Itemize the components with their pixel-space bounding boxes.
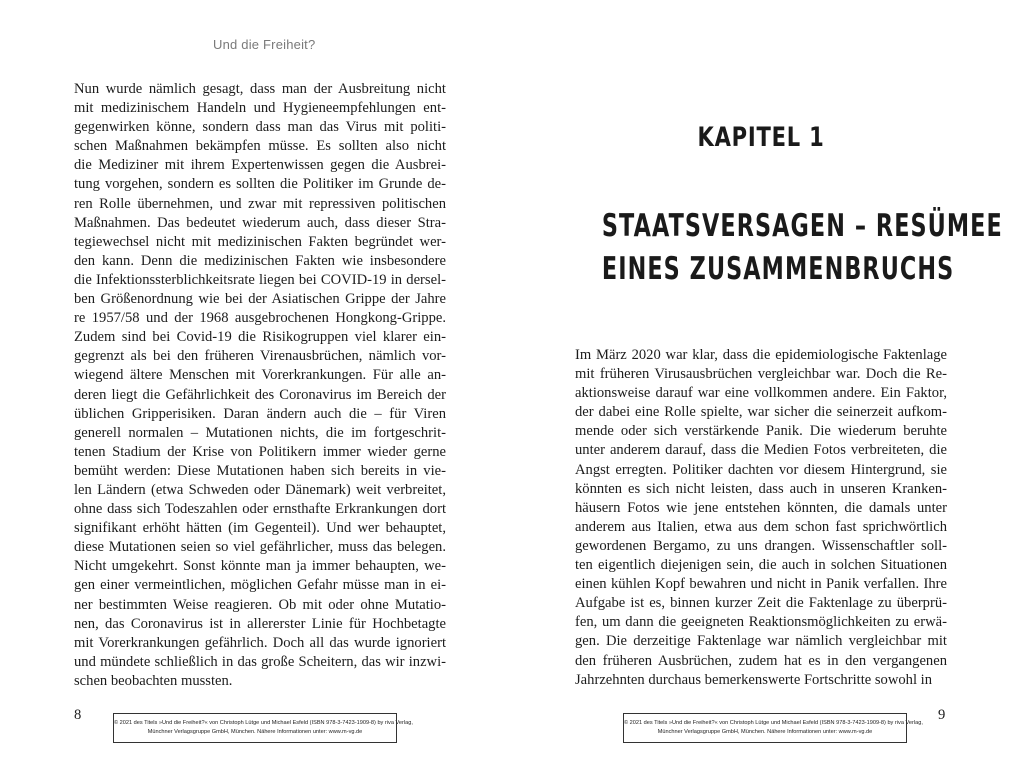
text-line: Nicht umgekehrt. Sonst könnte man ja immer behaupten, we- <box>74 558 446 575</box>
text-line: Angst erregten. Politiker dachten vor diesem Hintergrund, sie <box>575 461 947 478</box>
text-line: mit früheren Virusausbrüchen vergleichbar war. Doch die Re- <box>575 366 947 383</box>
text-line: schen Maßnahmen bekämpfen müsse. Es sollten also nicht <box>74 138 446 155</box>
text-line: gewordenen Bergamo, zu uns drangen. Wissenschaftler soll- <box>575 537 947 554</box>
text-line: mit Vorerkrankungen gefährlich. Doch all das wurde ignoriert <box>74 634 446 651</box>
text-line: und mündete schließlich in das große Scheitern, das wir inzwi- <box>74 653 446 670</box>
text-line: ren Rolle übernehmen, und zwar mit repressiven politischen <box>74 195 446 212</box>
running-head: Und die Freiheit? <box>213 37 316 52</box>
text-line: Zudem sind bei Covid-19 die Risikogruppen viel klarer ein- <box>74 329 446 346</box>
copyright-line: Münchner Verlagsgruppe GmbH, München. Nähere Informationen unter: www.m-vg.de <box>657 729 873 735</box>
page-number-left: 8 <box>74 707 82 723</box>
chapter-title-line: STAATSVERSAGEN – RESÜMEE <box>601 208 1003 244</box>
text-line: mit medizinischem Handeln und Hygieneempfehlungen ent- <box>74 100 446 117</box>
copyright-line: Münchner Verlagsgruppe GmbH, München. Nähere Informationen unter: www.m-vg.de <box>147 729 363 735</box>
copyright-line: © 2021 des Titels »Und die Freiheit?« von Christoph Lütge und Michael Esfeld (ISBN 978-3-7423-1909-8) by riva Verlag, <box>114 720 413 726</box>
text-line: aktionsweise darauf war eine vollkommen andere. Ein Faktor, <box>575 385 947 402</box>
text-line: Aufgabe ist es, binnen kurzer Zeit die Faktenlage zu überprü- <box>575 595 947 612</box>
text-line: Nun wurde nämlich gesagt, dass man der Ausbreitung nicht <box>74 81 446 97</box>
text-line: ten eigentlich diejenigen sein, die auch in solchen Situationen <box>575 557 947 574</box>
text-line: könnten es sich nicht leisten, dass auch in unseren Kranken- <box>575 480 947 497</box>
text-line: tung vorgehen, sondern es sollten die Politiker im Grunde de- <box>74 176 446 193</box>
text-line: diese Mutationen seien so viel gefährlicher, muss das belegen. <box>74 539 446 556</box>
text-line: der dabei eine Rolle spielte, war sicher die seinerzeit aufkom- <box>575 404 947 421</box>
text-line: gegrenzt als bei den früheren Virenausbrüchen, nämlich vor- <box>74 348 446 365</box>
text-line: generell normalen – Mutationen nichts, die im fortgeschrit- <box>74 424 446 441</box>
text-line: signifikant erhöht hätten (im Gegenteil). Und wer behauptet, <box>74 520 446 537</box>
text-line: gen. Die derzeitige Faktenlage war nämlich vergleichbar mit <box>575 633 947 650</box>
text-line: den kann. Denn die medizinischen Fakten wie insbesondere <box>74 252 446 269</box>
text-line: tenen Stadium der Krise von Politikern immer wieder gerne <box>74 443 446 460</box>
chapter-label: KAPITEL 1 <box>697 122 825 153</box>
left-body-text <box>74 80 446 691</box>
text-line: fen, um dann die geeigneten Reaktionsmöglichkeiten zu erwä- <box>575 614 947 631</box>
text-line: ben Größenordnung wie bei der Asiatischen Grippe der Jahre <box>74 291 446 308</box>
text-line: Jahrzehnten durchaus bemerkenswerte Fortschritte sowohl in <box>575 671 933 688</box>
text-line: einen kühlen Kopf bewahren und nicht in Panik verfallen. Ihre <box>575 576 947 593</box>
text-line: bemüht werden: Diese Mutationen haben sich bereits in vie- <box>74 462 446 479</box>
text-line: häusern Fotos wie jene entstehen könnten, die damals unter <box>575 499 947 516</box>
text-line: üblichen Gripperisiken. Daran ändern auch die – für Viren <box>74 405 446 422</box>
text-line: die Infektionssterblichkeitsrate liegen bei COVID-19 in dersel- <box>74 271 446 288</box>
text-line: re 1957/58 und der 1968 ausgebrochenen Hongkong-Grippe. <box>74 310 446 327</box>
text-line: die Mediziner mit ihrem Expertenwissen gegen die Ausbrei- <box>74 157 446 174</box>
text-line: schen beobachten mussten. <box>74 672 233 689</box>
copyright-notice-left <box>113 713 413 743</box>
chapter-title <box>601 205 1003 291</box>
text-line: wiegend ältere Menschen mit Vorerkrankungen. Für alle an- <box>74 367 446 384</box>
text-line: ohne dass sich Todeszahlen oder ernsthafte Erkrankungen dort <box>74 501 446 518</box>
text-line: anderem aus Italien, etwa aus dem schon fast sprichwörtlich <box>575 518 947 535</box>
text-line: nen, das Coronavirus ist in allererster Linie für Hochbetagte <box>74 615 446 632</box>
text-line: Im März 2020 war klar, dass die epidemiologische Faktenlage <box>575 347 947 363</box>
text-line: den früheren Ausbrüchen, zudem hat es in den vergangenen <box>575 652 947 669</box>
text-line: len Ländern (etwa Schweden oder Dänemark) weit verbreitet, <box>74 481 446 498</box>
text-line: ner bestimmten Weise reagieren. Ob mit oder ohne Mutatio- <box>74 596 446 613</box>
text-line: unter anderem darauf, dass die Medien Fotos verbreiteten, die <box>575 442 947 459</box>
right-body-text <box>575 346 947 690</box>
text-line: gen einer vermeintlichen, möglichen Gefahr müsse man in ei- <box>74 577 446 594</box>
chapter-title-line: EINES ZUSAMMENBRUCHS <box>601 251 955 287</box>
text-line: mende oder sich verstärkende Panik. Die wiederum beruhte <box>575 423 947 440</box>
text-line: gegenwirken könne, sondern dass man das Virus mit politi- <box>74 119 446 136</box>
page-number-right: 9 <box>938 707 946 723</box>
text-line: Maßnahmen. Das bedeutet wiederum auch, dass dieser Stra- <box>74 214 446 231</box>
text-line: tegiewechsel nicht mit medizinischen Fakten begründet wer- <box>74 233 446 250</box>
text-line: deren liegt die Gefährlichkeit des Coronavirus im Bereich der <box>74 386 446 403</box>
copyright-line: © 2021 des Titels »Und die Freiheit?« von Christoph Lütge und Michael Esfeld (ISBN 978-3-7423-1909-8) by riva Verlag, <box>624 720 923 726</box>
copyright-notice-right <box>623 713 923 743</box>
